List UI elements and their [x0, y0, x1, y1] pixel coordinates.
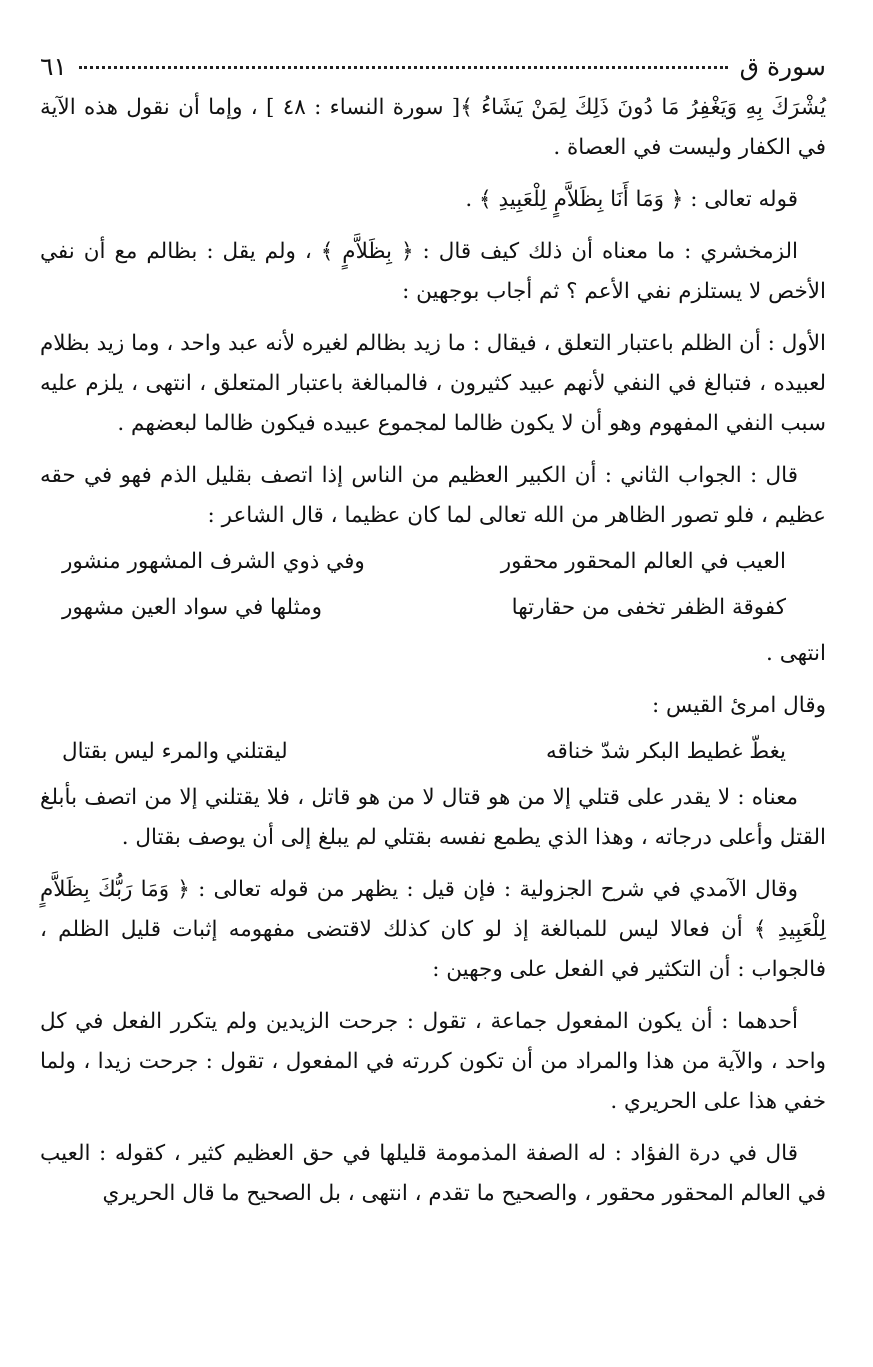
verse-2-first-hemistich: كفوقة الظفر تخفى من حقارتها — [511, 595, 786, 620]
paragraph-gap — [40, 858, 826, 870]
poem-verse-1 — [40, 542, 826, 582]
document-page — [40, 52, 826, 1214]
verse-1-second-hemistich: وفي ذوي الشرف المشهور منشور — [62, 549, 365, 574]
paragraph-4: الأول : أن الظلم باعتبار التعلق ، فيقال : ما زيد بظالم لغيره لأنه عبد واحد ، وما زيد بظلام لعبيده ، فتبالغ في النفي لأنهم عبيد كثيرون ، فالمبالغة باعتبار المتعلق ، انتهى ، يلزم عليه سبب النفي المفهوم وهو أن لا يكون ظالما لمجموع عبيده فيكون ظالما لبعضهم . — [40, 331, 826, 436]
paragraph-11: قال في درة الفؤاد : له الصفة المذمومة قليلها في حق العظيم كثير ، كقوله : العيب في العالم المحقور محقور ، والصحيح ما تقدم ، انتهى ، بل الصحيح ما قال الحريري — [40, 1141, 826, 1206]
header-dotted-leader — [79, 66, 728, 69]
poem-verse-2 — [40, 588, 826, 628]
paragraph-5: قال : الجواب الثاني : أن الكبير العظيم من الناس إذا اتصف بقليل الذم فهو في حقه عظيم ، فلو تصور الظاهر من الله تعالى لما كان عظيما ، قال الشاعر : — [40, 463, 826, 528]
paragraph-3: الزمخشري : ما معناه أن ذلك كيف قال : ﴿ بِظَلاَّمٍ ﴾ ، ولم يقل : بظالم مع أن نفي الأخص لا يستلزم نفي الأعم ؟ ثم أجاب بوجهين : — [40, 239, 826, 304]
paragraph-1: يُشْرَكَ بِهِ وَيَغْفِرُ مَا دُونَ ذَلِكَ لِمَنْ يَشَاءُ ﴾[ سورة النساء : ٤٨ ] ، وإما أن نقول هذه الآية في الكفار وليست في العصاة . — [40, 95, 826, 160]
paragraph-8: معناه : لا يقدر على قتلي إلا من هو قتال لا من هو قاتل ، فلا يقتلني إلا من اتصف بأبلغ القتل وأعلى درجاته ، وهذا الذي يطمع نفسه بقتلي لم يبلغ إلى أن يوصف بقتال . — [40, 785, 826, 850]
paragraph-6: انتهى . — [766, 641, 826, 666]
paragraph-gap — [40, 1122, 826, 1134]
paragraph-gap — [40, 674, 826, 686]
verse-1-first-hemistich: العيب في العالم المحقور محقور — [500, 549, 786, 574]
paragraph-gap — [40, 168, 826, 180]
paragraph-9: وقال الآمدي في شرح الجزولية : فإن قيل : يظهر من قوله تعالى : ﴿ وَمَا رَبُّكَ بِظَلاَّمٍ لِلْعَبِيدِ ﴾ أن فعالا ليس للمبالغة إذ لو كان كذلك لاقتضى مفهومه إثبات قليل الظلم ، فالجواب : أن التكثير في الفعل على وجهين : — [40, 877, 826, 982]
paragraph-gap — [40, 220, 826, 232]
paragraph-gap — [40, 444, 826, 456]
verse-2-second-hemistich: ومثلها في سواد العين مشهور — [62, 595, 323, 620]
page-header — [40, 52, 826, 88]
paragraph-gap — [40, 312, 826, 324]
poem-verse-3 — [40, 732, 826, 772]
paragraph-2: قوله تعالى : ﴿ وَمَا أَنَا بِظَلاَّمٍ لِلْعَبِيدِ ﴾ . — [465, 187, 798, 212]
surah-title: سورة ق — [739, 52, 826, 81]
verse-3-second-hemistich: ليقتلني والمرء ليس بقتال — [62, 739, 288, 764]
page-number: ٦١ — [40, 52, 67, 81]
verse-3-first-hemistich: يغطّ غطيط البكر شدّ خناقه — [545, 739, 786, 764]
paragraph-10: أحدهما : أن يكون المفعول جماعة ، تقول : جرحت الزيدين ولم يتكرر الفعل في كل واحد ، والآية من هذا والمراد من أن تكون كررته في المفعول ، تقول : جرحت زيدا ، ولما خفي هذا على الحريري . — [40, 1009, 826, 1114]
paragraph-7: وقال امرئ القيس : — [651, 693, 826, 718]
paragraph-gap — [40, 990, 826, 1002]
